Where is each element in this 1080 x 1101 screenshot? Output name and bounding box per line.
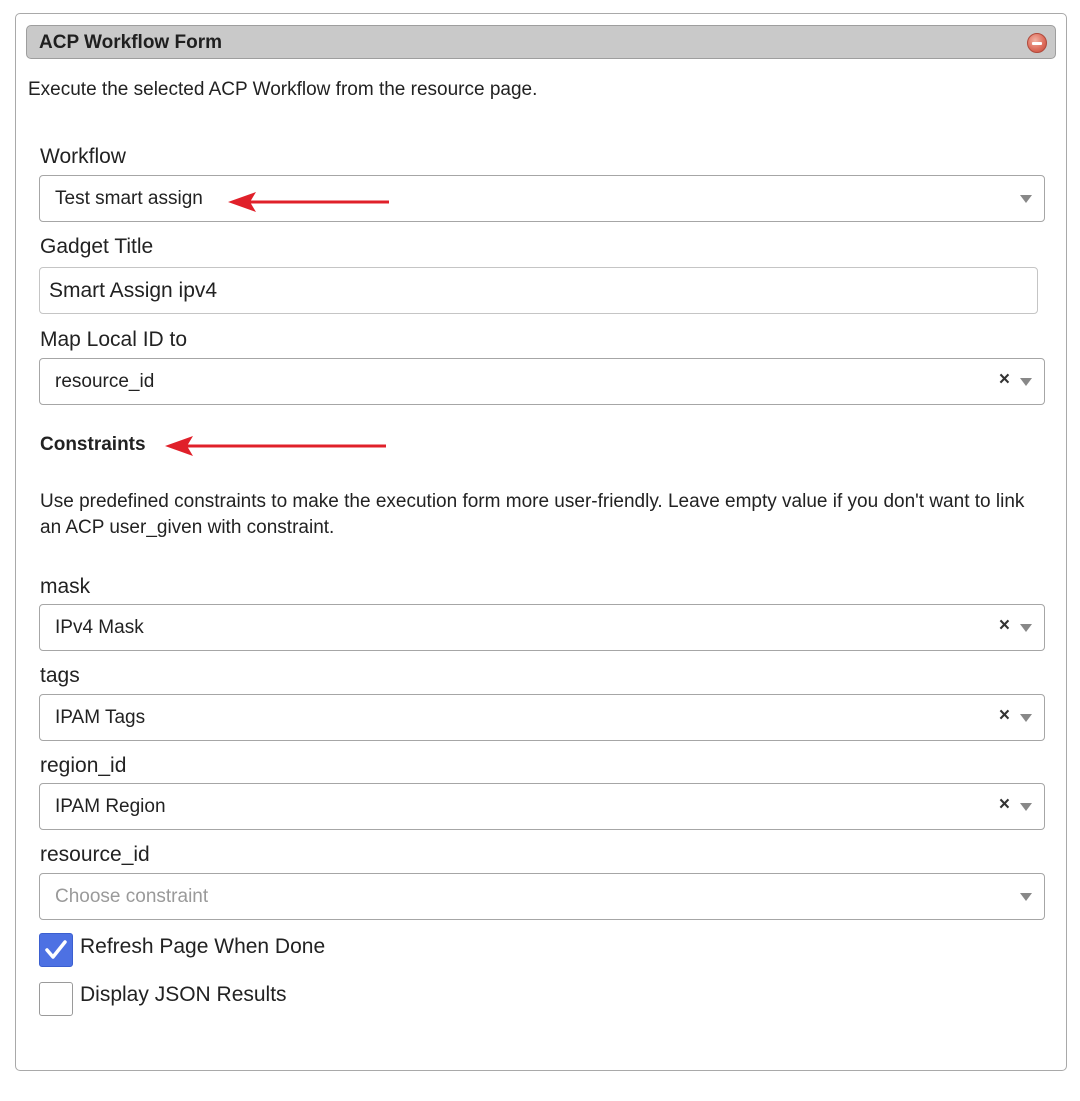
- caret-down-icon[interactable]: [1020, 195, 1032, 203]
- constraint-resource-id-placeholder: Choose constraint: [55, 886, 209, 907]
- map-local-id-label: Map Local ID to: [40, 328, 188, 351]
- workflow-select-value: Test smart assign: [55, 188, 203, 209]
- constraint-resource-id-label: resource_id: [40, 843, 150, 866]
- panel-description: Execute the selected ACP Workflow from the resource page.: [28, 79, 538, 100]
- constraint-tags-select[interactable]: [39, 694, 1045, 741]
- panel-header: [26, 25, 1056, 59]
- clear-x-icon[interactable]: ×: [998, 369, 1010, 390]
- gadget-title-value: Smart Assign ipv4: [49, 279, 218, 302]
- panel-title: ACP Workflow Form: [39, 32, 222, 53]
- annotation-arrow-icon: [226, 190, 392, 214]
- display-json-label[interactable]: Display JSON Results: [80, 983, 287, 1006]
- constraint-region-label: region_id: [40, 754, 127, 777]
- constraint-mask-select[interactable]: [39, 604, 1045, 651]
- gadget-title-input[interactable]: [39, 267, 1038, 314]
- checkmark-icon: [44, 938, 68, 962]
- caret-down-icon[interactable]: [1020, 714, 1032, 722]
- clear-x-icon[interactable]: ×: [998, 705, 1010, 726]
- clear-x-icon[interactable]: ×: [998, 794, 1010, 815]
- annotation-arrow-icon: [163, 434, 389, 458]
- caret-down-icon[interactable]: [1020, 378, 1032, 386]
- constraint-mask-value: IPv4 Mask: [55, 617, 144, 638]
- constraint-resource-id-select[interactable]: [39, 873, 1045, 920]
- map-local-id-value: resource_id: [55, 371, 155, 392]
- clear-x-icon[interactable]: ×: [998, 615, 1010, 636]
- workflow-label: Workflow: [40, 145, 126, 168]
- constraint-region-value: IPAM Region: [55, 796, 166, 817]
- collapse-icon[interactable]: [1027, 33, 1047, 53]
- constraints-heading: Constraints: [40, 434, 146, 455]
- gadget-title-label: Gadget Title: [40, 235, 154, 258]
- display-json-checkbox[interactable]: [39, 982, 73, 1016]
- caret-down-icon[interactable]: [1020, 624, 1032, 632]
- refresh-page-checkbox[interactable]: [39, 933, 73, 967]
- map-local-id-select[interactable]: [39, 358, 1045, 405]
- caret-down-icon[interactable]: [1020, 893, 1032, 901]
- constraint-mask-label: mask: [40, 575, 91, 598]
- constraint-tags-value: IPAM Tags: [55, 707, 146, 728]
- caret-down-icon[interactable]: [1020, 803, 1032, 811]
- workflow-select[interactable]: [39, 175, 1045, 222]
- constraint-region-select[interactable]: [39, 783, 1045, 830]
- constraints-help-text: Use predefined constraints to make the execution form more user-friendly. Leave empty value if you don't want to link an ACP user_given with constraint.: [40, 491, 1025, 538]
- constraint-tags-label: tags: [40, 664, 80, 687]
- refresh-page-label[interactable]: Refresh Page When Done: [80, 935, 326, 958]
